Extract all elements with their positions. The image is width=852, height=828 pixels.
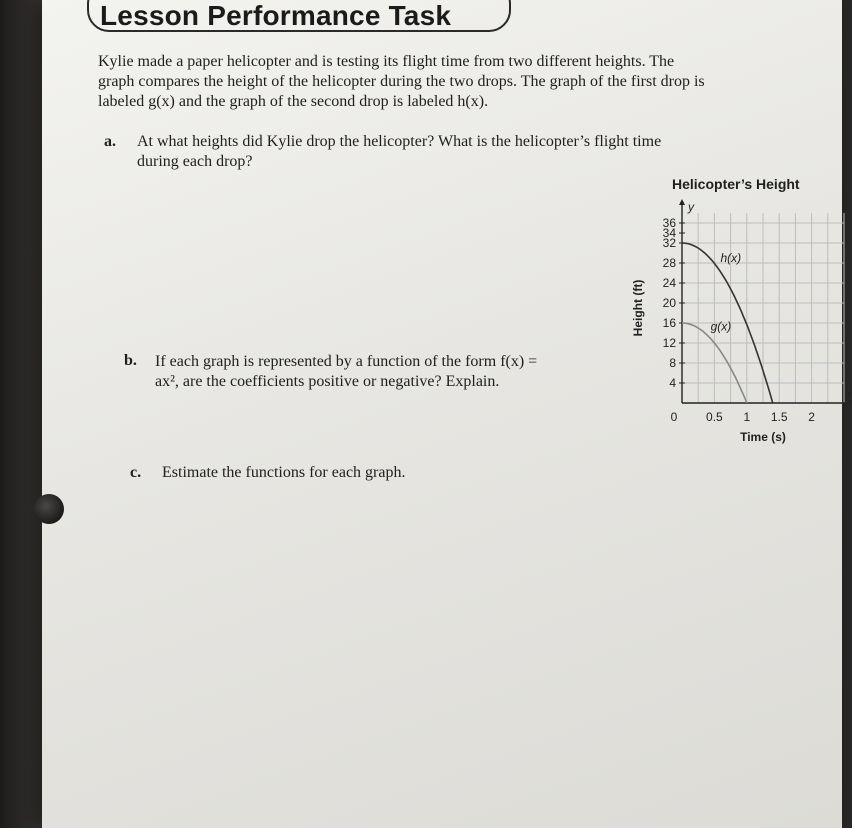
- y-tick-label: 34: [662, 226, 676, 240]
- x-tick-label: 1: [743, 410, 751, 424]
- y-axis-letter: y: [688, 200, 694, 214]
- question-b-letter: b.: [124, 352, 137, 369]
- series-label: h(x): [720, 251, 742, 266]
- page-title: Lesson Performance Task: [100, 0, 452, 31]
- chart-title: Helicopter’s Height: [672, 176, 800, 192]
- series-label: g(x): [710, 319, 732, 334]
- x-tick-label: 1.5: [770, 410, 788, 424]
- intro-paragraph: Kylie made a paper helicopter and is testing its flight time from two different heights. The graph compares the height of the helicopter during the two drops. The graph of the first drop is labeled g(x) and the graph of the second drop is labeled h(x).: [98, 53, 705, 110]
- x-axis-label: Time (s): [740, 430, 786, 444]
- y-tick-label: 16: [662, 316, 676, 330]
- question-c-letter: c.: [130, 464, 142, 481]
- x-tick-label: 0.5: [706, 410, 723, 424]
- question-a-text: At what heights did Kylie drop the helicopter? What is the helicopter’s flight time during each drop?: [137, 133, 662, 170]
- y-tick-label: 28: [662, 256, 676, 270]
- y-axis-label: Height (ft): [631, 279, 645, 337]
- x-tick-label: 0: [670, 410, 678, 424]
- y-tick-label: 20: [662, 296, 676, 310]
- y-tick-label: 4: [669, 376, 676, 390]
- question-c-text: Estimate the functions for each graph.: [162, 464, 406, 481]
- y-tick-label: 36: [662, 216, 676, 230]
- y-tick-label: 8: [669, 356, 676, 370]
- y-tick-label: 32: [662, 236, 676, 250]
- y-tick-label: 24: [662, 276, 676, 290]
- worksheet-page: [42, 0, 852, 828]
- question-a-letter: a.: [104, 133, 116, 150]
- x-tick-label: 2: [808, 410, 815, 424]
- binder-hole: [34, 494, 64, 524]
- y-tick-label: 12: [662, 336, 676, 350]
- question-b-text: If each graph is represented by a function of the form f(x) = ax², are the coefficients positive or negative? Explain.: [155, 353, 538, 390]
- x-axis-letter: x: [846, 386, 852, 400]
- chart-grid: [682, 213, 844, 403]
- height-chart: [582, 195, 852, 455]
- chart-tick-labels: [663, 216, 816, 424]
- y-axis-arrow: [679, 199, 685, 205]
